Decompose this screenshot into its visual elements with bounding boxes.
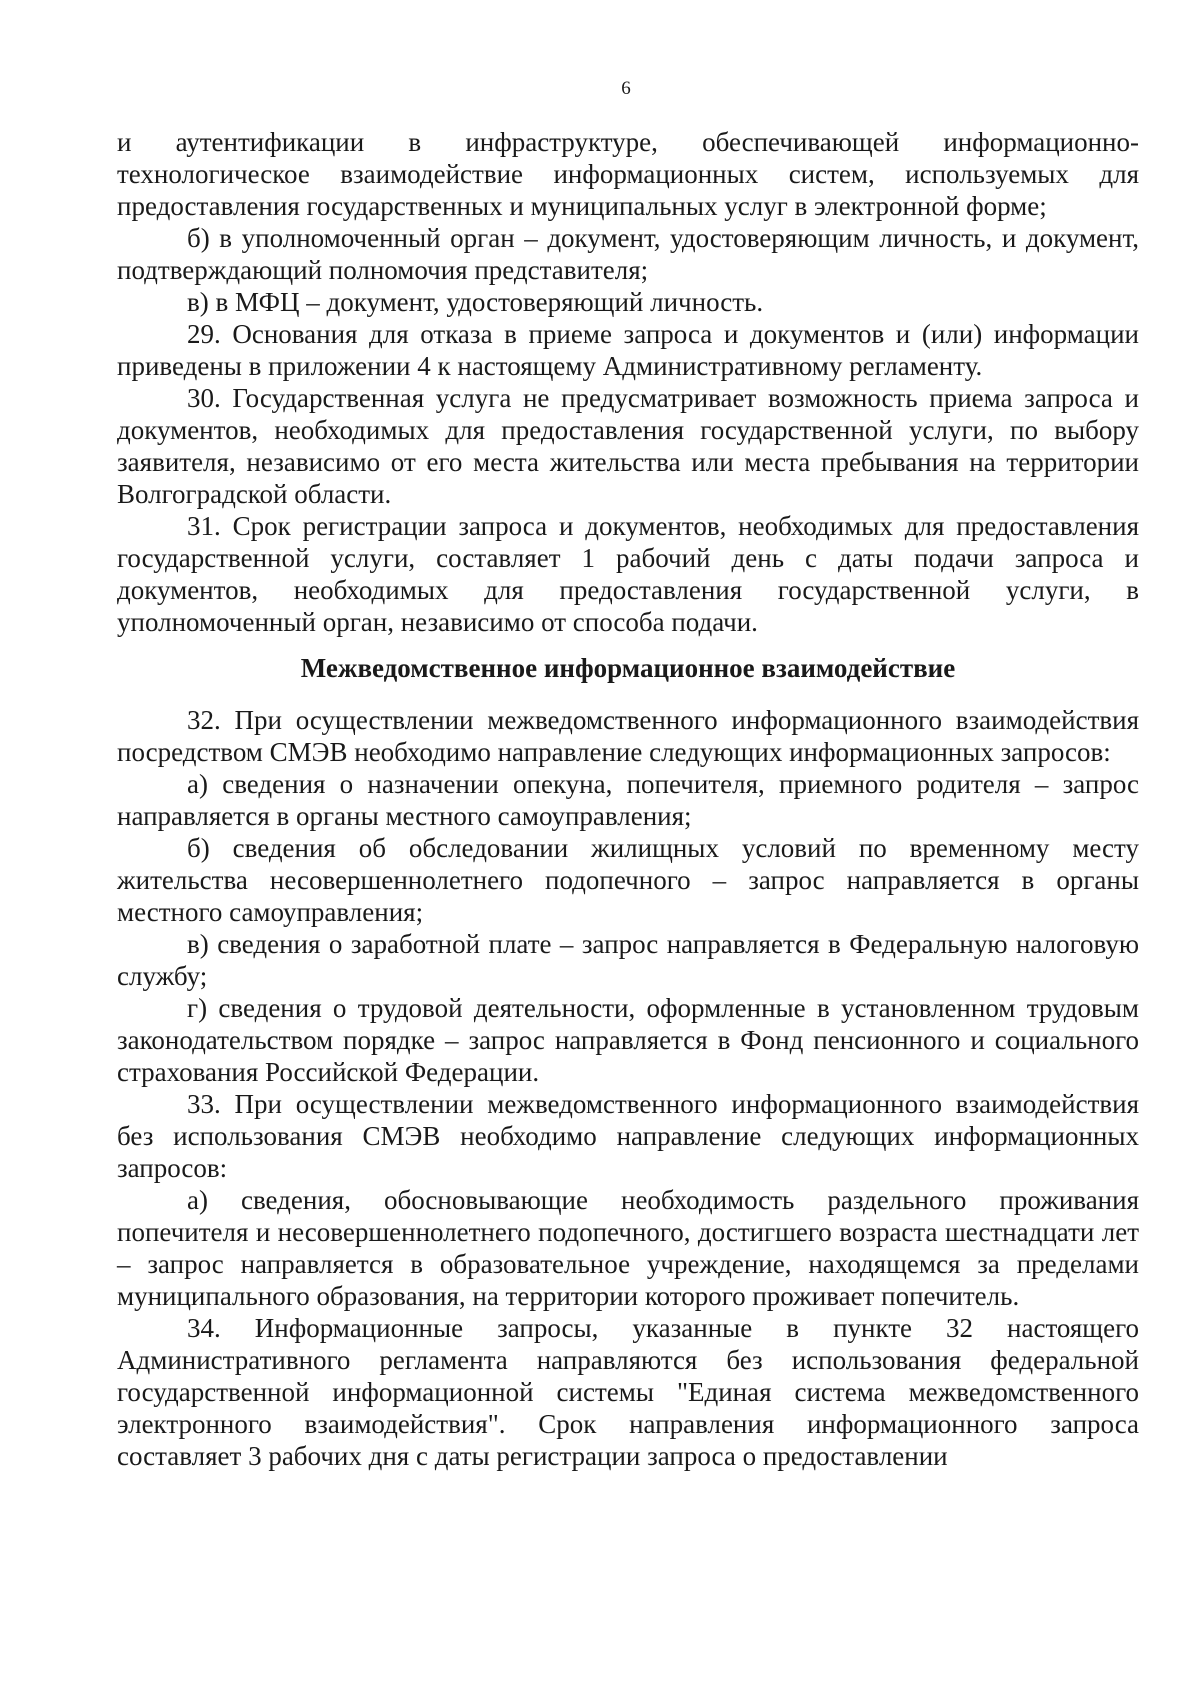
paragraph-32: 32. При осуществлении межведомственного информационного взаимодействия посредством СМЭВ необходимо направление следующих информационных запросов: — [117, 705, 1139, 767]
paragraph-continuation: и аутентификации в инфраструктуре, обеспечивающей информационно-технологическое взаимодействие информационных систем, используемых для предоставления государственных и муниципальных услуг в электронной форме; — [117, 127, 1139, 221]
paragraph-33: 33. При осуществлении межведомственного информационного взаимодействия без использования СМЭВ необходимо направление следующих информационных запросов: — [117, 1089, 1139, 1183]
paragraph-item-b: б) в уполномоченный орган – документ, удостоверяющим личность, и документ, подтверждающий полномочия представителя; — [117, 223, 1139, 285]
page-number: 6 — [621, 78, 631, 99]
paragraph-32-v: в) сведения о заработной плате – запрос направляется в Федеральную налоговую службу; — [117, 929, 1139, 991]
paragraph-item-v: в) в МФЦ – документ, удостоверяющий личность. — [187, 287, 764, 317]
paragraph-31: 31. Срок регистрации запроса и документов, необходимых для предоставления государственной услуги, составляет 1 рабочий день с даты подачи запроса и документов, необходимых для предоставления государственной услуги, в уполномоченный орган, независимо от способа подачи. — [117, 511, 1139, 637]
paragraph-32-b: б) сведения об обследовании жилищных условий по временному месту жительства несовершеннолетнего подопечного – запрос направляется в органы местного самоуправления; — [117, 833, 1139, 927]
paragraph-32-a: а) сведения о назначении опекуна, попечителя, приемного родителя – запрос направляется в органы местного самоуправления; — [117, 769, 1139, 831]
document-body — [117, 126, 1139, 1472]
paragraph-34: 34. Информационные запросы, указанные в пункте 32 настоящего Административного регламента направляются без использования федеральной государственной информационной системы "Единая система межведомственного электронного взаимодействия". Срок направления информационного запроса составляет 3 рабочих дня с даты регистрации запроса о предоставлении — [117, 1313, 1139, 1471]
paragraph-33-a: а) сведения, обосновывающие необходимость раздельного проживания попечителя и несовершеннолетнего подопечного, достигшего возраста шестнадцати лет – запрос направляется в образовательное учреждение, находящемся за пределами муниципального образования, на территории которого проживает попечитель. — [117, 1185, 1139, 1311]
paragraph-30: 30. Государственная услуга не предусматривает возможность приема запроса и документов, необходимых для предоставления государственной услуги, по выбору заявителя, независимо от его места жительства или места пребывания на территории Волгоградской области. — [117, 383, 1139, 509]
paragraph-32-g: г) сведения о трудовой деятельности, оформленные в установленном трудовым законодательством порядке – запрос направляется в Фонд пенсионного и социального страхования Российской Федерации. — [117, 993, 1139, 1087]
section-heading: Межведомственное информационное взаимодействие — [300, 653, 956, 683]
paragraph-29: 29. Основания для отказа в приеме запроса и документов и (или) информации приведены в приложении 4 к настоящему Административному регламенту. — [117, 319, 1139, 381]
